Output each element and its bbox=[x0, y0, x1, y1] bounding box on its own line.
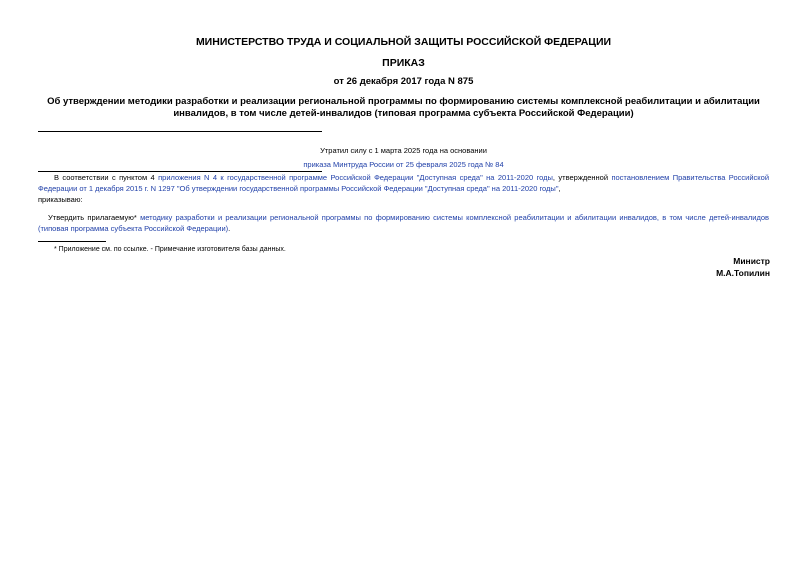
document-date-number: от 26 декабря 2017 года N 875 bbox=[333, 76, 474, 87]
government-decree-link[interactable]: постановлением Правительства Российской Федерации от 1 декабря 2015 г. N 1297 "Об утверждении государственной программы Российской Федерации "Доступная среда" на 2011-2020 годы" bbox=[38, 173, 770, 193]
preamble-text-2: , утвержденной bbox=[552, 173, 612, 182]
repeal-order-link[interactable]: приказа Минтруда России от 25 февраля 2025 года № 84 bbox=[303, 160, 504, 169]
footnote-divider bbox=[38, 241, 106, 242]
document-type: ПРИКАЗ bbox=[382, 57, 425, 69]
signature-name: М.А.Топилин bbox=[716, 268, 770, 278]
status-note-text: Утратил силу с 1 марта 2025 года на основании bbox=[320, 146, 487, 155]
methodology-link[interactable]: методику разработки и реализации региональной программы по формированию системы комплексной реабилитации и абилитации инвалидов, в том числе детей-инвалидов (типовая программа субъекта Российской Федерации) bbox=[38, 213, 770, 233]
footnote-text: * Приложение см. по ссылке. - Примечание изготовителя базы данных. bbox=[54, 246, 286, 253]
order-word: приказываю: bbox=[38, 195, 83, 204]
preamble-text-1: В соответствии с пунктом 4 bbox=[54, 173, 159, 182]
preamble-text-3: , bbox=[558, 184, 561, 193]
title-divider bbox=[38, 131, 322, 132]
ministry-heading: МИНИСТЕРСТВО ТРУДА И СОЦИАЛЬНОЙ ЗАЩИТЫ РОССИЙСКОЙ ФЕДЕРАЦИИ bbox=[195, 36, 612, 48]
approval-paragraph bbox=[38, 212, 769, 234]
status-note-link[interactable] bbox=[38, 160, 769, 169]
program-appendix-link[interactable]: приложения N 4 к государственной программе Российской Федерации "Доступная среда" на 2011-2020 годы bbox=[158, 173, 553, 182]
preamble-paragraph bbox=[38, 172, 769, 205]
document-title: Об утверждении методики разработки и реализации региональной программы по формированию системы комплексной реабилитации и абилитации инвалидов, в том числе детей-инвалидов (типовая программа субъекта Российской Федерации) bbox=[47, 96, 760, 119]
approval-text-2: . bbox=[228, 224, 231, 233]
approval-text-1: Утвердить прилагаемую* bbox=[48, 213, 141, 222]
signature-position: Министр bbox=[733, 256, 770, 266]
